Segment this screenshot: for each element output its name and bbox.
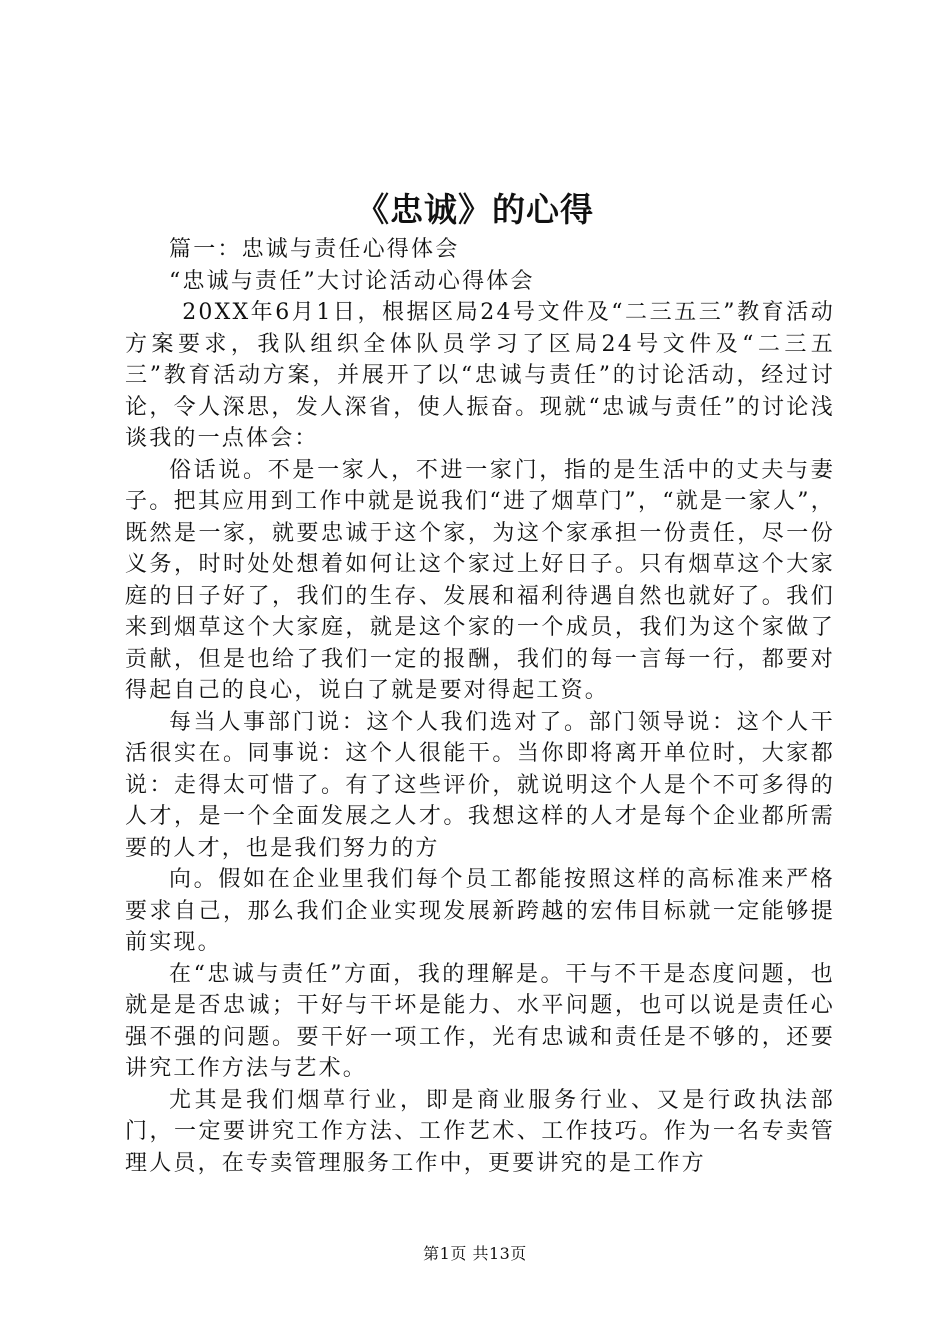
section-subheading: “忠诚与责任”大讨论活动心得体会 — [169, 268, 535, 294]
paragraph: 20XX年6月1日，根据区局24号文件及“二三五三”教育活动方案要求，我队组织全体队员学习了区局24号文件及“二三五三”教育活动方案，并展开了以“忠诚与责任”的讨论活动，经过讨论，令人深思，发人深省，使人振奋。现就“忠诚与责任”的讨论浅谈我的一点体会： — [125, 300, 835, 451]
page-title: 《忠诚》的心得 — [356, 190, 594, 229]
page-number: 第1页 共13页 — [423, 1244, 527, 1263]
paragraph: 俗话说。不是一家人，不进一家门，指的是生活中的丈夫与妻子。把其应用到工作中就是说我们“进了烟草门”，“就是一家人”，既然是一家，就要忠诚于这个家，为这个家承担一份责任，尽一份义务，时时处处想着如何让这个家过上好日子。只有烟草这个大家庭的日子好了，我们的生存、发展和福利待遇自然也就好了。我们来到烟草这个大家庭，就是这个家的一个成员，我们为这个家做了贡献，但是也给了我们一定的报酬，我们的每一言每一行，都要对得起自己的良心，说白了就是要对得起工资。 — [125, 457, 835, 703]
section-heading: 篇一：忠诚与责任心得体会 — [169, 237, 460, 262]
document-body — [125, 234, 835, 1179]
paragraph: 尤其是我们烟草行业，即是商业服务行业、又是行政执法部门，一定要讲究工作方法、工作艺术、工作技巧。作为一名专卖管理人员，在专卖管理服务工作中，更要讲究的是工作方 — [125, 1087, 835, 1176]
paragraph: 向。假如在企业里我们每个员工都能按照这样的高标准来严格要求自己，那么我们企业实现发展新跨越的宏伟目标就一定能够提前实现。 — [125, 867, 835, 955]
paragraph: 每当人事部门说：这个人我们选对了。部门领导说：这个人干活很实在。同事说：这个人很能干。当你即将离开单位时，大家都说：走得太可惜了。有了这些评价，就说明这个人是个不可多得的人才，是一个全面发展之人才。我想这样的人才是每个企业都所需要的人才，也是我们努力的方 — [125, 709, 835, 861]
paragraph: 在“忠诚与责任”方面，我的理解是。干与不干是态度问题，也就是是否忠诚；干好与干坏是能力、水平问题，也可以说是责任心强不强的问题。要干好一项工作，光有忠诚和责任是不够的，还要讲究工作方法与艺术。 — [125, 961, 835, 1081]
